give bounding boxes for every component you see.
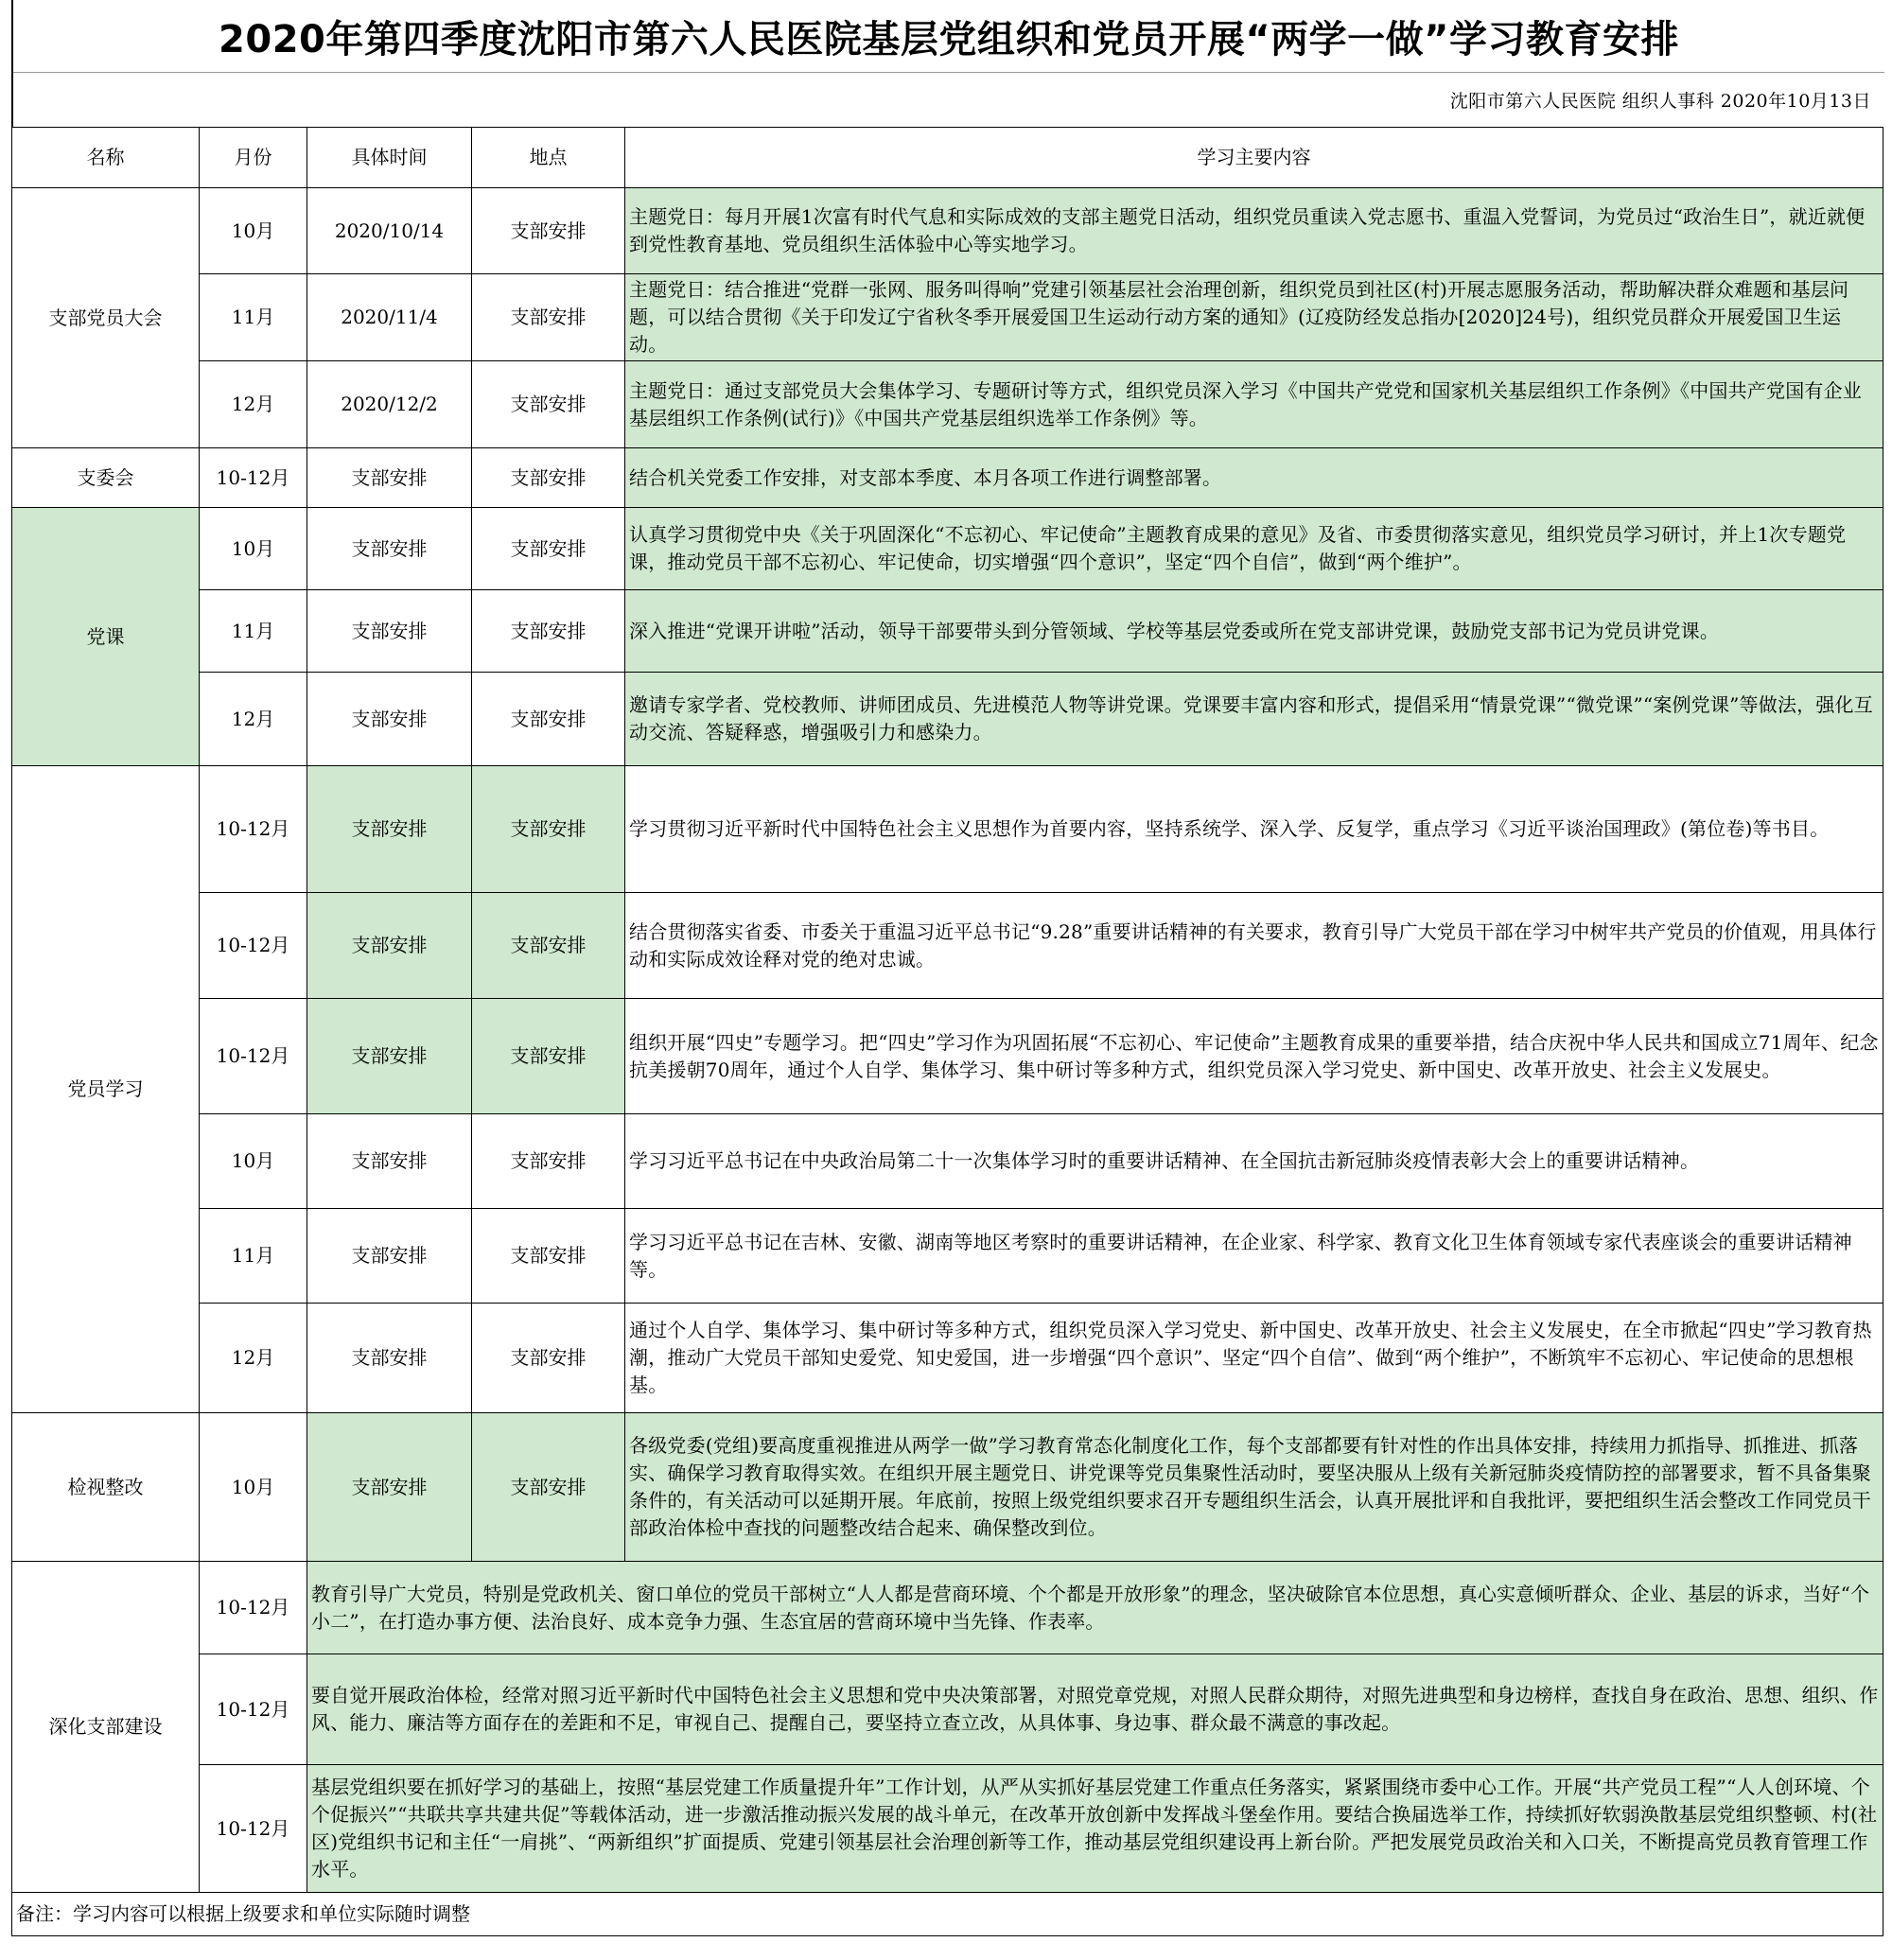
time-cell: 2020/11/4 [307, 274, 472, 361]
place-cell: 支部安排 [472, 448, 625, 508]
content-cell: 主题党日：通过支部党员大会集体学习、专题研讨等方式，组织党员深入学习《中国共产党党和国家机关基层组织工作条例》《中国共产党国有企业基层组织工作条例(试行)》《中国共产党基层组织选举工作条例》等。 [625, 361, 1883, 448]
month-cell: 10-12月 [200, 893, 307, 999]
content-cell: 深入推进“党课开讲啦”活动，领导干部要带头到分管领域、学校等基层党委或所在党支部讲党课，鼓励党支部书记为党员讲党课。 [625, 590, 1883, 673]
month-cell: 12月 [200, 361, 307, 448]
month-cell: 10-12月 [200, 999, 307, 1114]
page-title: 2020年第四季度沈阳市第六人民医院基层党组织和党员开展“两学一做”学习教育安排 [219, 17, 1679, 61]
group-label: 检视整改 [12, 1413, 200, 1562]
time-cell: 支部安排 [307, 448, 472, 508]
content-cell: 教育引导广大党员，特别是党政机关、窗口单位的党员干部树立“人人都是营商环境、个个都是开放形象”的理念，坚决破除官本位思想，真心实意倾听群众、企业、基层的诉求，当好“个小二”，在打造办事方便、法治良好、成本竞争力强、生态宜居的营商环境中当先锋、作表率。 [307, 1562, 1883, 1654]
table-row [12, 508, 1883, 590]
content-cell: 要自觉开展政治体检，经常对照习近平新时代中国特色社会主义思想和党中央决策部署，对照党章党规，对照人民群众期待，对照先进典型和身边榜样，查找自身在政治、思想、组织、作风、能力、廉洁等方面存在的差距和不足，审视自己、提醒自己，要坚持立查立改，从具体事、身边事、群众最不满意的事改起。 [307, 1654, 1883, 1765]
time-cell: 支部安排 [307, 766, 472, 893]
table-row [12, 999, 1883, 1114]
place-cell: 支部安排 [472, 999, 625, 1114]
place-cell: 支部安排 [472, 1413, 625, 1562]
time-cell: 支部安排 [307, 893, 472, 999]
content-cell: 主题党日：结合推进“党群一张网、服务叫得响”党建引领基层社会治理创新，组织党员到社区(村)开展志愿服务活动，帮助解决群众难题和基层问题，可以结合贯彻《关于印发辽宁省秋冬季开展爱国卫生运动行动方案的通知》(辽疫防经发总指办[2020]24号)，组织党员群众开展爱国卫生运动。 [625, 274, 1883, 361]
group-label: 支委会 [12, 448, 200, 508]
month-cell: 10月 [200, 508, 307, 590]
header-name: 名称 [12, 128, 200, 188]
place-cell: 支部安排 [472, 1304, 625, 1413]
month-cell: 10-12月 [200, 448, 307, 508]
table-row [12, 274, 1883, 361]
place-cell: 支部安排 [472, 893, 625, 999]
content-cell: 组织开展“四史”专题学习。把“四史”学习作为巩固拓展“不忘初心、牢记使命”主题教育成果的重要举措，结合庆祝中华人民共和国成立71周年、纪念抗美援朝70周年，通过个人自学、集体学习、集中研讨等多种方式，组织党员深入学习党史、新中国史、改革开放史、社会主义发展史。 [625, 999, 1883, 1114]
time-cell: 支部安排 [307, 673, 472, 766]
table-row [12, 590, 1883, 673]
time-cell: 2020/10/14 [307, 188, 472, 274]
time-cell: 2020/12/2 [307, 361, 472, 448]
table-row [12, 361, 1883, 448]
header-time: 具体时间 [307, 128, 472, 188]
group-label: 党员学习 [12, 766, 200, 1413]
content-cell: 学习习近平总书记在中央政治局第二十一次集体学习时的重要讲话精神、在全国抗击新冠肺炎疫情表彰大会上的重要讲话精神。 [625, 1114, 1883, 1209]
place-cell: 支部安排 [472, 188, 625, 274]
place-cell: 支部安排 [472, 1209, 625, 1304]
place-cell: 支部安排 [472, 673, 625, 766]
time-cell: 支部安排 [307, 1209, 472, 1304]
place-cell: 支部安排 [472, 590, 625, 673]
place-cell: 支部安排 [472, 766, 625, 893]
place-cell: 支部安排 [472, 508, 625, 590]
content-cell: 主题党日：每月开展1次富有时代气息和实际成效的支部主题党日活动，组织党员重读入党志愿书、重温入党誓词，为党员过“政治生日”，就近就便到党性教育基地、党员组织生活体验中心等实地学习。 [625, 188, 1883, 274]
content-cell: 结合机关党委工作安排，对支部本季度、本月各项工作进行调整部署。 [625, 448, 1883, 508]
subtitle-row [11, 72, 1884, 127]
header-content: 学习主要内容 [625, 128, 1883, 188]
schedule-table [11, 127, 1883, 1936]
time-cell: 支部安排 [307, 590, 472, 673]
month-cell: 12月 [200, 673, 307, 766]
month-cell: 10-12月 [200, 766, 307, 893]
place-cell: 支部安排 [472, 1114, 625, 1209]
month-cell: 10-12月 [200, 1562, 307, 1654]
table-row [12, 1654, 1883, 1765]
content-cell: 通过个人自学、集体学习、集中研讨等多种方式，组织党员深入学习党史、新中国史、改革开放史、社会主义发展史，在全市掀起“四史”学习教育热潮，推动广大党员干部知史爱党、知史爱国，进一步增强“四个意识”、坚定“四个自信”、做到“两个维护”，不断筑牢不忘初心、牢记使命的思想根基。 [625, 1304, 1883, 1413]
header-month: 月份 [200, 128, 307, 188]
table-row [12, 1114, 1883, 1209]
month-cell: 11月 [200, 274, 307, 361]
table-row [12, 766, 1883, 893]
month-cell: 10月 [200, 188, 307, 274]
table-row [12, 1562, 1883, 1654]
header-place: 地点 [472, 128, 625, 188]
table-row [12, 1413, 1883, 1562]
place-cell: 支部安排 [472, 274, 625, 361]
group-label: 深化支部建设 [12, 1562, 200, 1893]
month-cell: 11月 [200, 1209, 307, 1304]
time-cell: 支部安排 [307, 1304, 472, 1413]
table-row [12, 893, 1883, 999]
time-cell: 支部安排 [307, 1413, 472, 1562]
table-row [12, 1765, 1883, 1893]
content-cell: 结合贯彻落实省委、市委关于重温习近平总书记“9.28”重要讲话精神的有关要求，教育引导广大党员干部在学习中树牢共产党员的价值观，用具体行动和实际成效诠释对党的绝对忠诚。 [625, 893, 1883, 999]
table-row [12, 1304, 1883, 1413]
table-row [12, 448, 1883, 508]
content-cell: 基层党组织要在抓好学习的基础上，按照“基层党建工作质量提升年”工作计划，从严从实抓好基层党建工作重点任务落实，紧紧围绕市委中心工作。开展“共产党员工程”“人人创环境、个个促振兴”“共联共享共建共促”等载体活动，进一步激活推动振兴发展的战斗单元，在改革开放创新中发挥战斗堡垒作用。要结合换届选举工作，持续抓好软弱涣散基层党组织整顿、村(社区)党组织书记和主任“一肩挑”、“两新组织”扩面提质、党建引领基层社会治理创新等工作，推动基层党组织建设再上新台阶。严把发展党员政治关和入口关，不断提高党员教育管理工作水平。 [307, 1765, 1883, 1893]
table-row [12, 673, 1883, 766]
content-cell: 邀请专家学者、党校教师、讲师团成员、先进模范人物等讲党课。党课要丰富内容和形式，提倡采用“情景党课”“微党课”“案例党课”等做法，强化互动交流、答疑释惑，增强吸引力和感染力。 [625, 673, 1883, 766]
header-row [12, 128, 1883, 188]
subtitle: 沈阳市第六人民医院 组织人事科 2020年10月13日 [1449, 90, 1871, 112]
content-cell: 认真学习贯彻党中央《关于巩固深化“不忘初心、牢记使命”主题教育成果的意见》及省、市委贯彻落实意见，组织党员学习研讨，并上1次专题党课，推动党员干部不忘初心、牢记使命，切实增强“四个意识”，坚定“四个自信”，做到“两个维护”。 [625, 508, 1883, 590]
note-row [12, 1893, 1883, 1936]
month-cell: 10月 [200, 1114, 307, 1209]
month-cell: 10-12月 [200, 1765, 307, 1893]
month-cell: 10月 [200, 1413, 307, 1562]
place-cell: 支部安排 [472, 361, 625, 448]
month-cell: 12月 [200, 1304, 307, 1413]
content-cell: 学习贯彻习近平新时代中国特色社会主义思想作为首要内容，坚持系统学、深入学、反复学，重点学习《习近平谈治国理政》(第位卷)等书目。 [625, 766, 1883, 893]
month-cell: 10-12月 [200, 1654, 307, 1765]
content-cell: 学习习近平总书记在吉林、安徽、湖南等地区考察时的重要讲话精神，在企业家、科学家、教育文化卫生体育领域专家代表座谈会的重要讲话精神等。 [625, 1209, 1883, 1304]
note-text: 备注：学习内容可以根据上级要求和单位实际随时调整 [12, 1893, 1883, 1936]
content-cell: 各级党委(党组)要高度重视推进从两学一做”学习教育常态化制度化工作，每个支部都要有针对性的作出具体安排，持续用力抓指导、抓推进、抓落实、确保学习教育取得实效。在组织开展主题党日、讲党课等党员集聚性活动时，要坚决服从上级有关新冠肺炎疫情防控的部署要求，暂不具备集聚条件的，有关活动可以延期开展。年底前，按照上级党组织要求召开专题组织生活会，认真开展批评和自我批评，要把组织生活会整改工作同党员干部政治体检中查找的问题整改结合起来、确保整改到位。 [625, 1413, 1883, 1562]
table-row [12, 1209, 1883, 1304]
group-label: 支部党员大会 [12, 188, 200, 448]
time-cell: 支部安排 [307, 999, 472, 1114]
month-cell: 11月 [200, 590, 307, 673]
time-cell: 支部安排 [307, 508, 472, 590]
group-label: 党课 [12, 508, 200, 766]
table-row [12, 188, 1883, 274]
time-cell: 支部安排 [307, 1114, 472, 1209]
title-row [11, 0, 1884, 73]
